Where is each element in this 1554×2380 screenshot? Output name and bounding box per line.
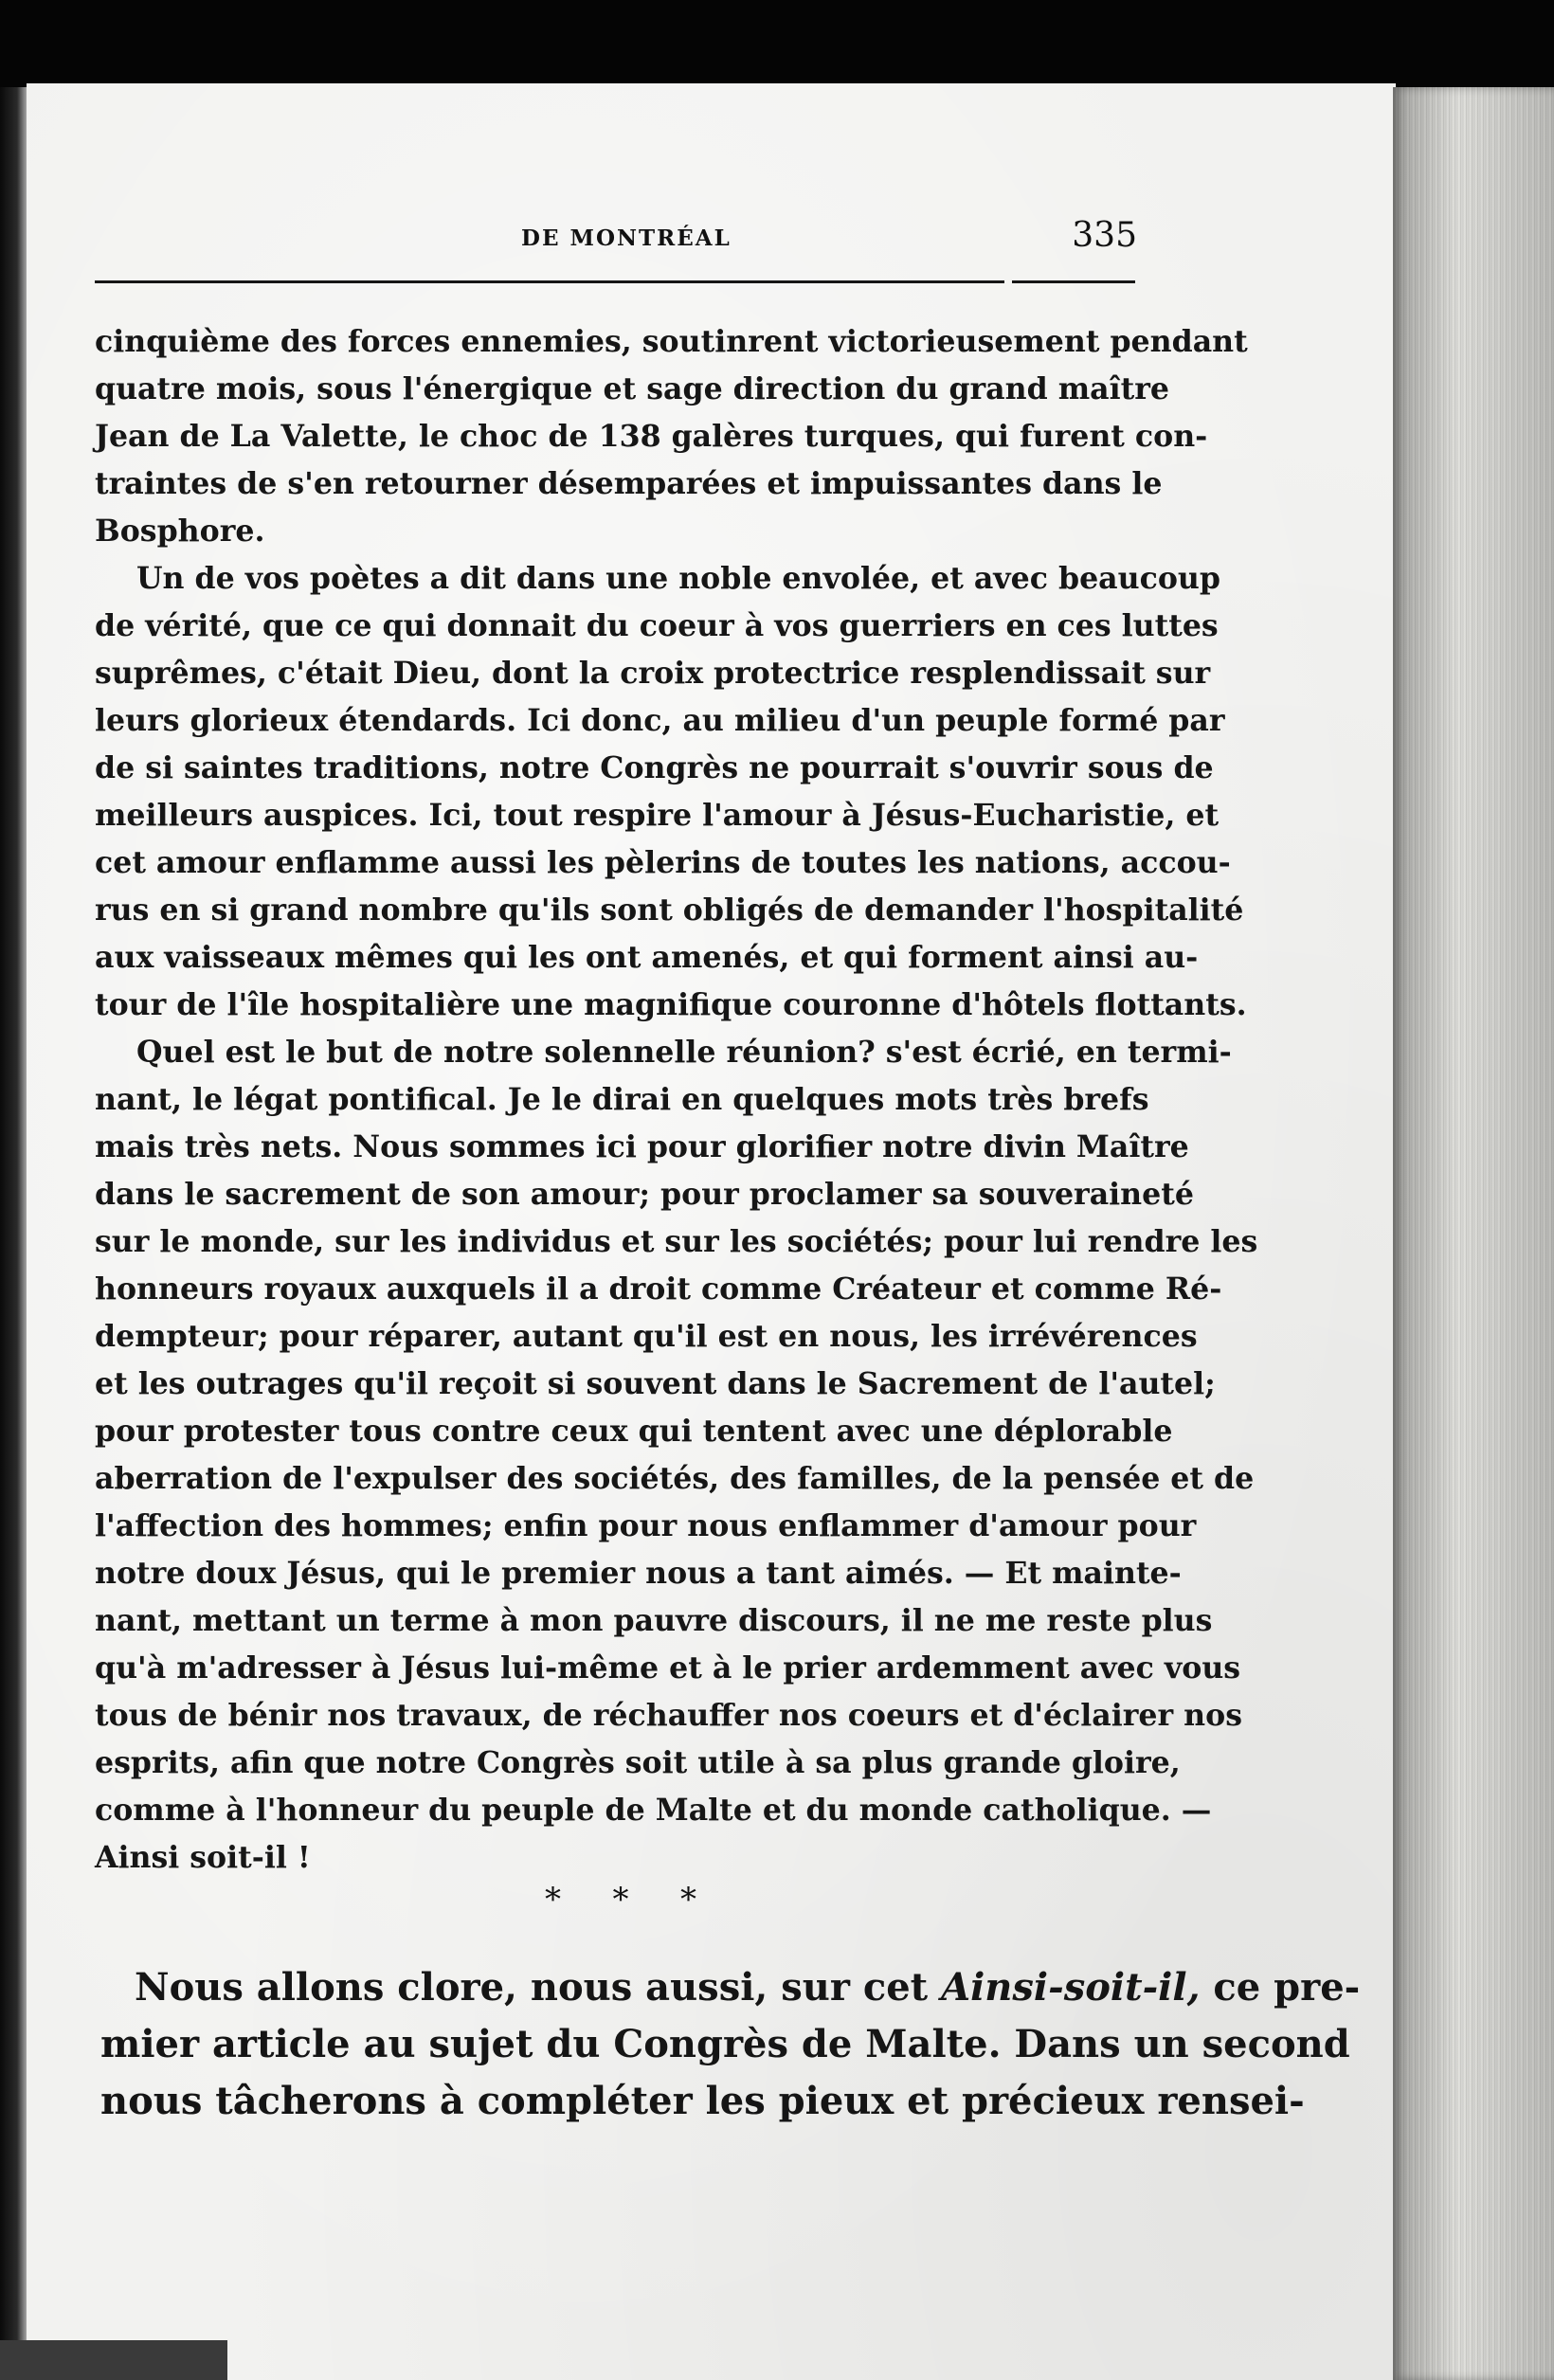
closing-line-1 bbox=[135, 1959, 1361, 2016]
closing-line-3: nous tâcherons à compléter les pieux et précieux rensei- bbox=[100, 2079, 1305, 2123]
body-text bbox=[95, 318, 1258, 1882]
text-line: tous de bénir nos travaux, de réchauffer nos coeurs et d'éclairer nos bbox=[95, 1698, 1242, 1733]
page-edges bbox=[1393, 87, 1554, 2380]
text-line: sur le monde, sur les individus et sur les sociétés; pour lui rendre les bbox=[95, 1224, 1258, 1259]
text-line: dempteur; pour réparer, autant qu'il est en nous, les irrévérences bbox=[95, 1319, 1198, 1354]
text-line: pour protester tous contre ceux qui tentent avec une déplorable bbox=[95, 1414, 1173, 1449]
page-number: 335 bbox=[1072, 216, 1137, 255]
closing-line-1-end: ce pre- bbox=[1200, 1965, 1361, 2010]
text-line: Jean de La Valette, le choc de 138 galères turques, qui furent con- bbox=[95, 419, 1208, 454]
asterisk: * bbox=[545, 1881, 561, 1919]
scan-border-bottom bbox=[0, 2340, 227, 2380]
text-line: cet amour enflamme aussi les pèlerins de toutes les nations, accou- bbox=[95, 845, 1231, 880]
text-line: quatre mois, sous l'énergique et sage direction du grand maître bbox=[95, 371, 1169, 406]
running-head bbox=[95, 216, 1137, 263]
text-line: l'affection des hommes; enfin pour nous enflammer d'amour pour bbox=[95, 1508, 1197, 1543]
text-line: Bosphore. bbox=[95, 514, 265, 549]
asterisk: * bbox=[680, 1881, 696, 1919]
section-ornament bbox=[545, 1881, 696, 1919]
header-rule-right bbox=[1012, 280, 1135, 283]
text-line: notre doux Jésus, qui le premier nous a tant aimés. — Et mainte- bbox=[95, 1556, 1182, 1591]
scan-border-top bbox=[0, 0, 1554, 87]
text-line: comme à l'honneur du peuple de Malte et du monde catholique. — bbox=[95, 1793, 1212, 1828]
closing-line-2: mier article au sujet du Congrès de Malte. Dans un second bbox=[100, 2022, 1350, 2066]
asterisk: * bbox=[612, 1881, 629, 1919]
text-line: tour de l'île hospitalière une magnifique couronne d'hôtels flottants. bbox=[95, 987, 1247, 1022]
text-line: qu'à m'adresser à Jésus lui-même et à le prier ardemment avec vous bbox=[95, 1650, 1241, 1686]
text-line: meilleurs auspices. Ici, tout respire l'amour à Jésus-Eucharistie, et bbox=[95, 798, 1220, 833]
text-line: aux vaisseaux mêmes qui les ont amenés, et qui forment ainsi au- bbox=[95, 940, 1199, 975]
page-edges-shade bbox=[1393, 87, 1554, 2380]
running-title: DE MONTRÉAL bbox=[521, 225, 732, 251]
paragraph-2 bbox=[95, 555, 1247, 1029]
text-line: et les outrages qu'il reçoit si souvent dans le Sacrement de l'autel; bbox=[95, 1366, 1216, 1401]
closing-paragraph bbox=[100, 1959, 1361, 2130]
text-line: de si saintes traditions, notre Congrès ne pourrait s'ouvrir sous de bbox=[95, 750, 1214, 785]
text-line: de vérité, que ce qui donnait du coeur à vos guerriers en ces luttes bbox=[95, 608, 1219, 643]
text-line: nant, le légat pontifical. Je le dirai en quelques mots très brefs bbox=[95, 1082, 1149, 1117]
text-line: leurs glorieux étendards. Ici donc, au milieu d'un peuple formé par bbox=[95, 703, 1225, 738]
text-line: nant, mettant un terme à mon pauvre discours, il ne me reste plus bbox=[95, 1603, 1213, 1638]
text-line: Quel est le but de notre solennelle réunion? s'est écrié, en termi- bbox=[136, 1035, 1232, 1070]
text-line: aberration de l'expulser des sociétés, des familles, de la pensée et de bbox=[95, 1461, 1255, 1496]
book-spine bbox=[0, 87, 28, 2380]
paragraph-3 bbox=[95, 1029, 1258, 1882]
text-line: cinquième des forces ennemies, soutinrent victorieusement pendant bbox=[95, 324, 1248, 359]
text-line: honneurs royaux auxquels il a droit comme Créateur et comme Ré- bbox=[95, 1271, 1222, 1307]
paragraph-1 bbox=[95, 318, 1248, 555]
closing-line-1-start: Nous allons clore, nous aussi, sur cet bbox=[135, 1965, 942, 2010]
closing-line-1-italic: Ainsi-soit-il, bbox=[941, 1965, 1201, 2010]
text-line: suprêmes, c'était Dieu, dont la croix protectrice resplendissait sur bbox=[95, 656, 1211, 691]
text-line: Un de vos poètes a dit dans une noble envolée, et avec beaucoup bbox=[136, 561, 1220, 596]
text-line: dans le sacrement de son amour; pour proclamer sa souveraineté bbox=[95, 1177, 1194, 1212]
header-rule bbox=[95, 280, 1004, 283]
text-line: Ainsi soit-il ! bbox=[95, 1840, 311, 1875]
text-line: esprits, afin que notre Congrès soit utile à sa plus grande gloire, bbox=[95, 1745, 1181, 1780]
text-line: mais très nets. Nous sommes ici pour glorifier notre divin Maître bbox=[95, 1129, 1189, 1164]
text-line: rus en si grand nombre qu'ils sont obligés de demander l'hospitalité bbox=[95, 892, 1244, 928]
text-line: traintes de s'en retourner désemparées et impuissantes dans le bbox=[95, 466, 1163, 501]
